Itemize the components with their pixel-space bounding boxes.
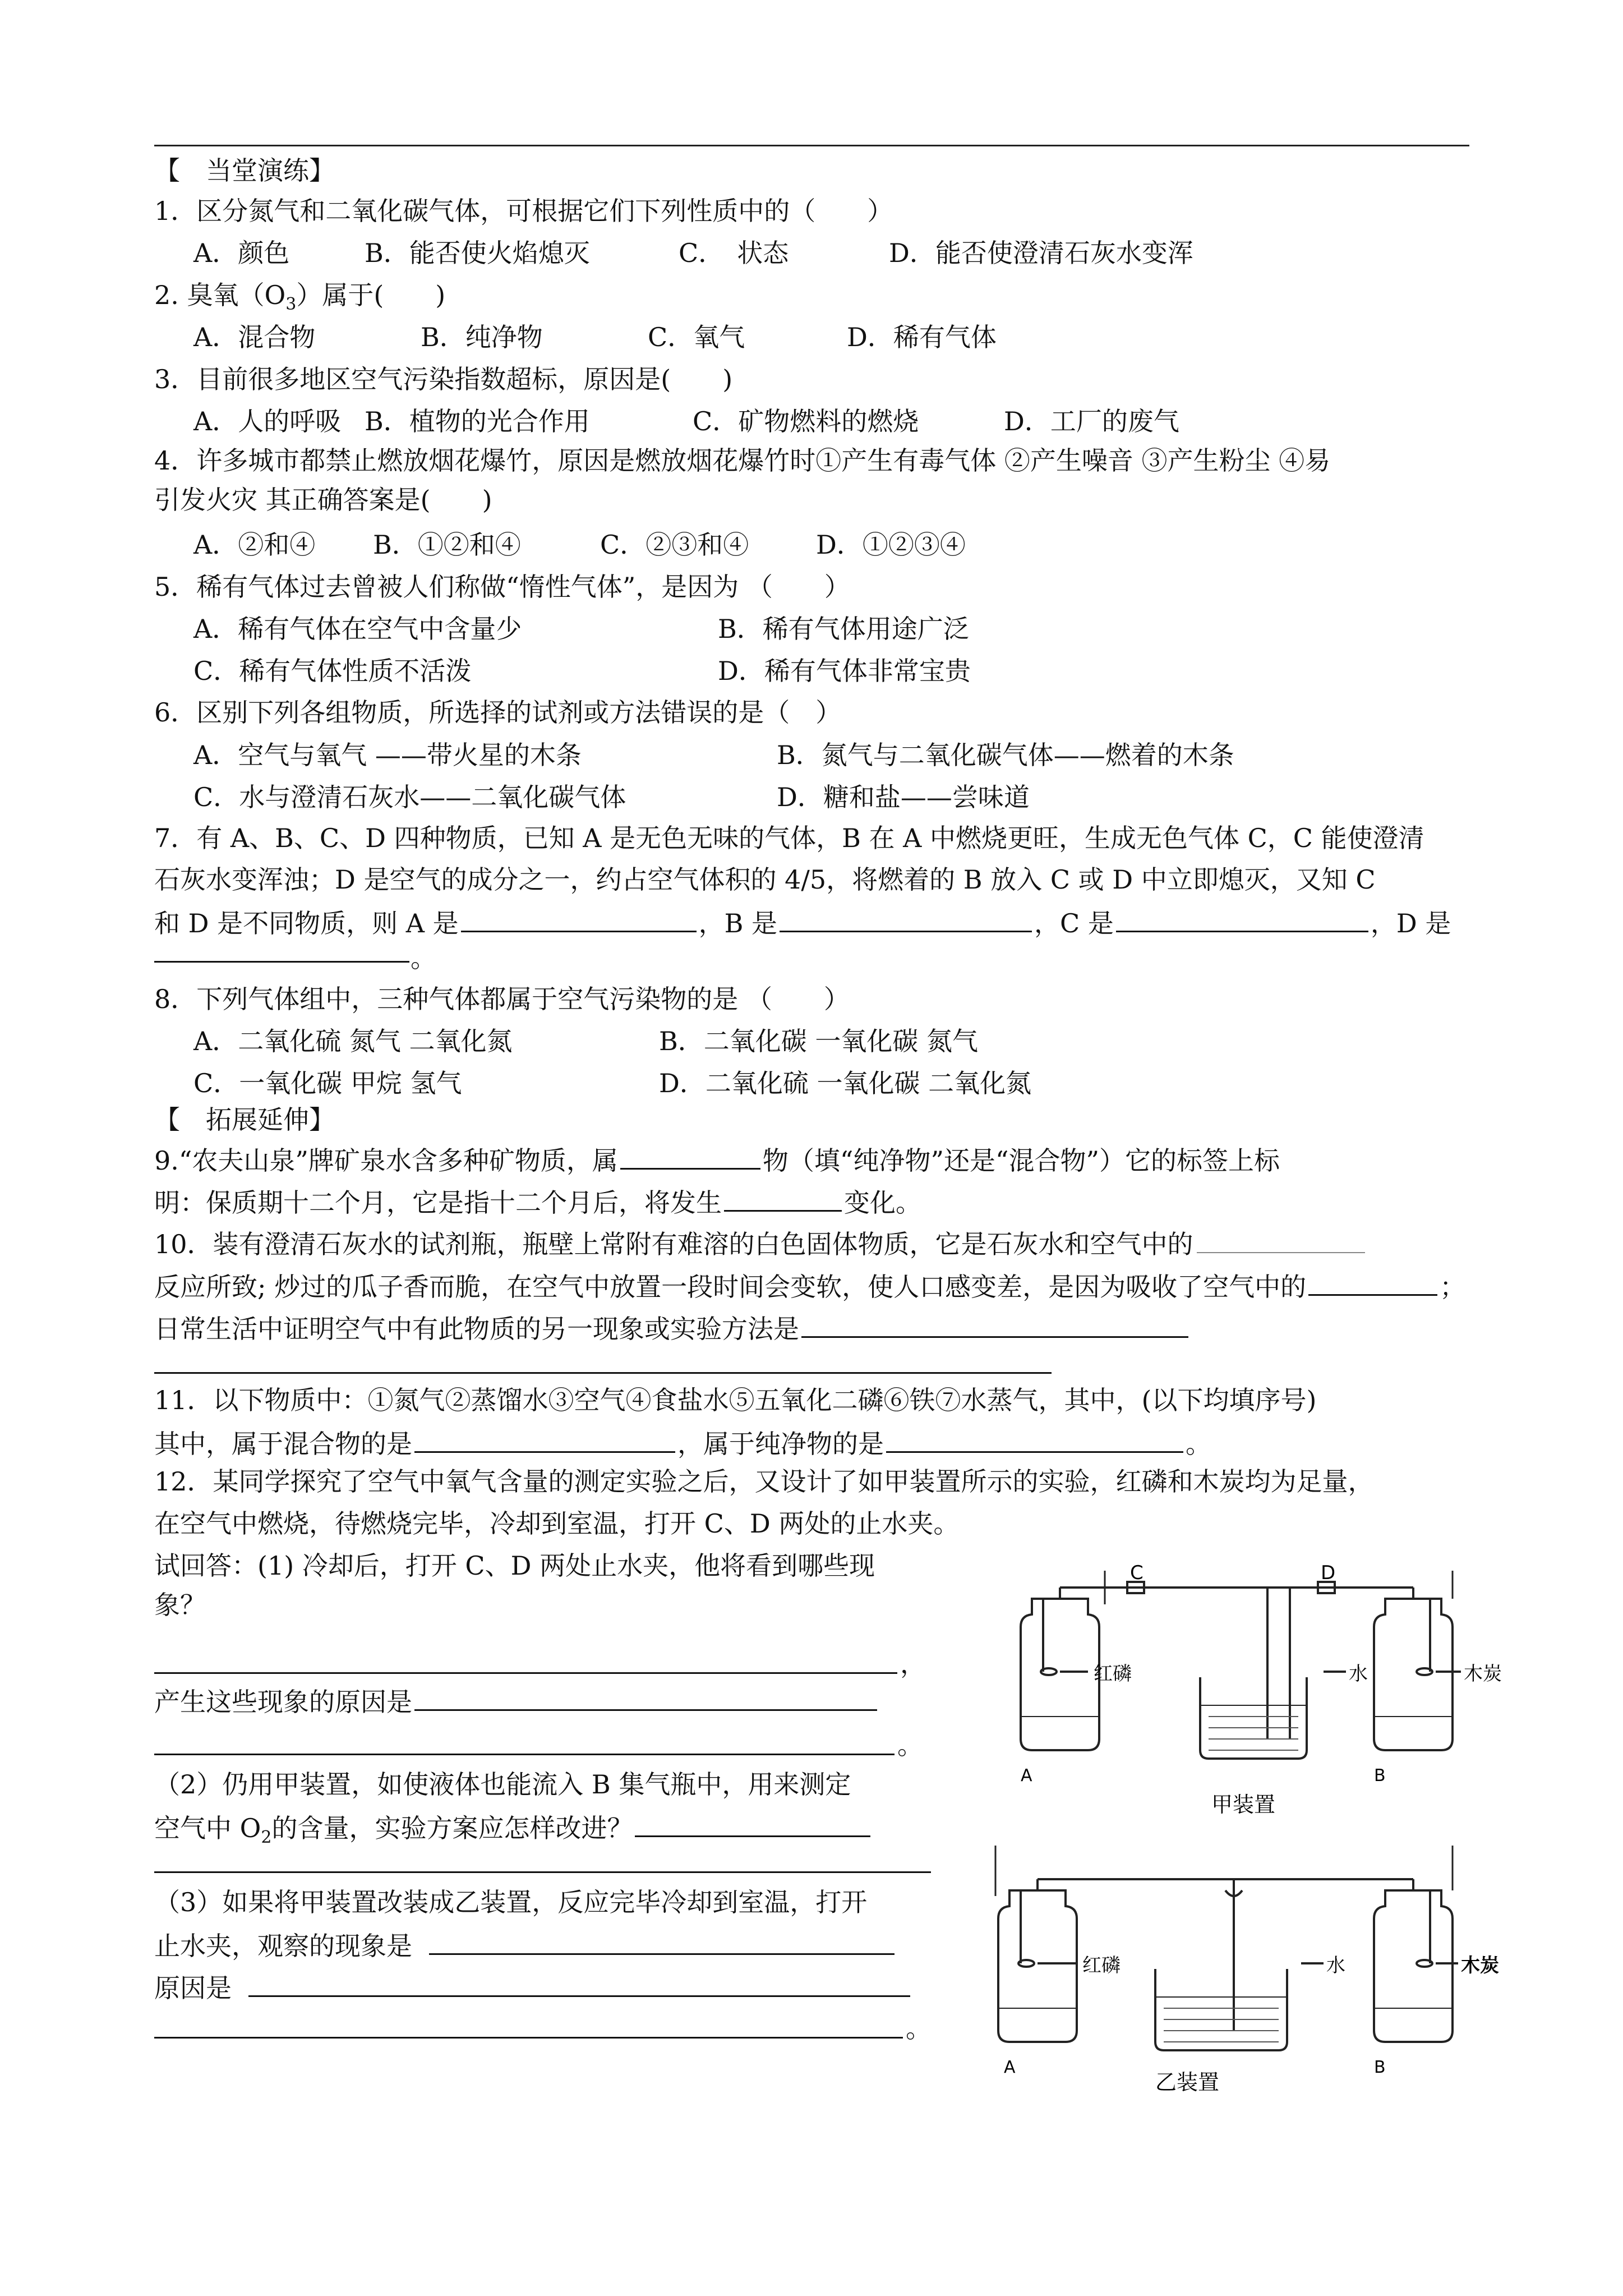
q12-part3-reason-label: 原因是 [154,1973,232,2003]
q8-option-c: C．一氧化碳 甲烷 氢气 [193,1068,462,1098]
q10-text-c: ； [1440,1272,1466,1302]
q12-part3-reason-blank-2[interactable] [154,2037,903,2039]
figure-jia-label-b: B [1374,1766,1386,1786]
section-practice: 【 当堂演练】 [154,155,335,186]
figure-yi-caption: 乙装置 [1155,2070,1220,2095]
q10-line3 [154,1310,1191,1346]
q7-text-d: ，D 是 [1370,908,1451,938]
q12-part3-line3 [154,1970,912,2005]
q7-blank-b[interactable] [780,905,1032,932]
q2-option-b: B．纯净物 [421,322,543,352]
q9-text-c: 明：保质期十二个月，它是指十二个月后，将发生 [154,1188,722,1218]
q5-stem: 5．稀有气体过去曾被人们称做“惰性气体”，是因为 （ ） [154,572,850,602]
q7-text-b: ，B 是 [698,908,778,938]
q5-option-d: D．稀有气体非常宝贵 [718,656,971,686]
q10-blank-d[interactable] [154,1372,1052,1374]
q12-part3-end: 。 [906,2013,932,2044]
q12-period: 。 [897,1730,923,1760]
q12-reason-label: 产生这些现象的原因是 [154,1687,412,1717]
figure-jia-water: 水 [1349,1663,1368,1685]
section-extension: 【 拓展延伸】 [154,1105,335,1135]
q11-line1: 11．以下物质中：①氮气②蒸馏水③空气④食盐水⑤五氧化二磷⑥铁⑦水蒸气，其中，(以下均填序号) [154,1385,1317,1415]
q3-stem: 3．目前很多地区空气污染指数超标，原因是( ) [154,364,733,394]
figure-yi-charcoal: 木炭 [1461,1954,1499,1977]
q7-end: 。 [411,943,436,973]
q11-line2 [154,1425,1211,1461]
q7-line1: 7．有 A、B、C、D 四种物质，已知 A 是无色无味的气体，B 在 A 中燃烧更旺，生成无色气体 C，C 能使澄清 [154,823,1424,853]
q9-line2 [154,1184,921,1220]
q8-stem: 8．下列气体组中，三种气体都属于空气污染物的是 （ ） [154,984,850,1014]
q7-blank-c[interactable] [1116,905,1368,932]
q4-line1: 4．许多城市都禁止燃放烟花爆竹，原因是燃放烟花爆竹时①产生有毒气体 ②产生噪音 ③产生粉尘 ④易 [154,445,1331,476]
q12-part2-sub: 2 [261,1828,272,1848]
q12-reason-blank-2[interactable] [154,1754,895,1755]
q4-option-d: D．①②③④ [816,530,966,560]
q12-line4: 象？ [154,1590,206,1620]
q12-part3-reason-blank[interactable] [248,1970,910,1997]
figure-yi-label-a: A [1004,2058,1016,2077]
q8-option-a: A．二氧化硫 氮气 二氧化氮 [193,1026,513,1056]
q11-text-b: ，属于纯净物的是 [677,1429,884,1459]
q1-stem: 1．区分氮气和二氧化碳气体，可根据它们下列性质中的（ ） [154,196,893,226]
q6-stem: 6．区别下列各组物质，所选择的试剂或方法错误的是（ ） [154,697,842,728]
q12-part3-line2 [154,1927,897,1963]
q12-reason-blank[interactable] [414,1683,877,1711]
q7-text-a: 和 D 是不同物质，则 A 是 [154,908,459,938]
q12-answer-blank-1[interactable] [154,1672,897,1674]
q8-option-b: B．二氧化碳 一氧化碳 氮气 [659,1026,979,1056]
q3-option-b: B．植物的光合作用 [365,406,590,436]
q10-line2 [154,1268,1465,1304]
q4-option-c: C．②③和④ [600,530,749,560]
q10-blank-b[interactable] [1308,1268,1437,1296]
q10-text-b: 反应所致; 炒过的瓜子香而脆，在空气中放置一段时间会变软，使人口感变差，是因为吸收了空气中的 [154,1272,1307,1302]
q7-line2: 石灰水变浑浊；D 是空气的成分之一，约占空气体积的 4/5，将燃着的 B 放入 C 或 D 中立即熄灭，又知 C [154,864,1376,895]
figure-jia-apparatus [987,1562,1502,1818]
q11-blank-b[interactable] [886,1425,1183,1453]
q9-blank-b[interactable] [724,1184,842,1212]
q2-stem-post: ）属于( ) [296,280,446,310]
q9-text-d: 变化。 [844,1188,921,1218]
q1-option-c: C． 状态 [679,238,789,268]
q10-text-d: 日常生活中证明空气中有此物质的另一现象或实验方法是 [154,1314,799,1344]
figure-yi-water: 水 [1326,1954,1345,1977]
figure-jia-label-a: A [1021,1766,1032,1786]
q10-blank-c[interactable] [801,1310,1188,1338]
figure-yi-apparatus [987,1846,1499,2095]
figure-jia-label-c: C [1130,1562,1144,1584]
figure-yi-label-b: B [1374,2058,1386,2077]
q7-text-c: ，C 是 [1034,908,1114,938]
q11-text-c: 。 [1186,1429,1211,1459]
figure-jia-charcoal: 木炭 [1464,1663,1502,1685]
q2-option-d: D．稀有气体 [847,322,997,352]
q2-stem [154,278,445,321]
q6-option-b: B．氮气与二氧化碳气体——燃着的木条 [777,740,1234,770]
q12-part2-blank-2[interactable] [154,1871,931,1873]
q10-text-a: 10．装有澄清石灰水的试剂瓶，瓶壁上常附有难溶的白色固体物质，它是石灰水和空气中的 [154,1229,1193,1259]
q6-option-c: C．水与澄清石灰水——二氧化碳气体 [193,782,626,812]
q7-blank-a[interactable] [461,905,697,932]
q10-blank-a[interactable] [1197,1226,1365,1253]
q5-option-a: A．稀有气体在空气中含量少 [193,614,522,644]
q9-blank-a[interactable] [620,1142,760,1170]
q1-option-a: A．颜色 [193,238,290,268]
q12-line1: 12．某同学探究了空气中氧气含量的测定实验之后，又设计了如甲装置所示的实验，红磷和木炭均为足量， [154,1466,1374,1497]
figure-jia-label-d: D [1321,1562,1336,1584]
q3-option-a: A．人的呼吸 [193,406,342,436]
figure-jia-red-p: 红磷 [1094,1663,1132,1685]
q7-blank-d[interactable] [154,961,409,963]
q12-part2-blank[interactable] [635,1810,870,1837]
q2-stem-sub: 3 [285,295,297,315]
top-rule [154,145,1469,146]
q7-line3 [154,905,1451,940]
figure-jia-caption: 甲装置 [1211,1792,1276,1817]
q3-option-d: D．工厂的废气 [1004,406,1179,436]
q12-part2-line1: （2）仍用甲装置，如使液体也能流入 B 集气瓶中，用来测定 [154,1769,851,1800]
q3-option-c: C．矿物燃料的燃烧 [693,406,919,436]
q12-part2-post: 的含量，实验方案应怎样改进？ [271,1813,633,1843]
q12-part2-pre: 空气中 O [154,1813,261,1843]
q12-line3: 试回答：(1) 冷却后，打开 C、D 两处止水夹，他将看到哪些现 [154,1550,875,1581]
q1-option-b: B．能否使火焰熄灭 [365,238,590,268]
q6-option-d: D．糖和盐——尝味道 [777,782,1030,812]
q12-line2: 在空气中燃烧，待燃烧完毕，冷却到室温，打开 C、D 两处的止水夹。 [154,1508,960,1539]
q12-part3-blank[interactable] [429,1927,895,1955]
q4-option-a: A．②和④ [193,530,316,560]
q4-option-b: B．①②和④ [373,530,521,560]
q11-text-a: 其中，属于混合物的是 [154,1429,412,1459]
q5-option-b: B．稀有气体用途广泛 [718,614,969,644]
q11-blank-a[interactable] [414,1425,675,1453]
q12-comma: ， [900,1649,926,1679]
q2-option-c: C．氧气 [648,322,745,352]
q2-option-a: A．混合物 [193,322,316,352]
q9-text-b: 物（填“纯净物”还是“混合物”）它的标签上标 [762,1145,1280,1176]
q4-line2: 引发火灾 其正确答案是( ) [154,485,492,515]
q6-option-a: A．空气与氧气 ——带火星的木条 [193,740,582,770]
q12-part3-line1: （3）如果将甲装置改装成乙装置，反应完毕冷却到室温，打开 [154,1887,868,1917]
figure-yi-red-p: 红磷 [1082,1954,1121,1977]
q1-option-d: D．能否使澄清石灰水变浑 [889,238,1193,268]
q2-stem-pre: 2. 臭氧（O [154,280,286,310]
q9-text-a: 9.“农夫山泉”牌矿泉水含多种矿物质，属 [154,1145,618,1176]
q10-line1 [154,1226,1365,1261]
q12-reason-line [154,1683,879,1719]
q8-option-d: D．二氧化硫 一氧化碳 二氧化氮 [659,1068,1032,1098]
q9-line1 [154,1142,1280,1177]
q12-part2-line2 [154,1810,873,1855]
q5-option-c: C．稀有气体性质不活泼 [193,656,472,686]
q12-part3-label: 止水夹，观察的现象是 [154,1931,412,1961]
